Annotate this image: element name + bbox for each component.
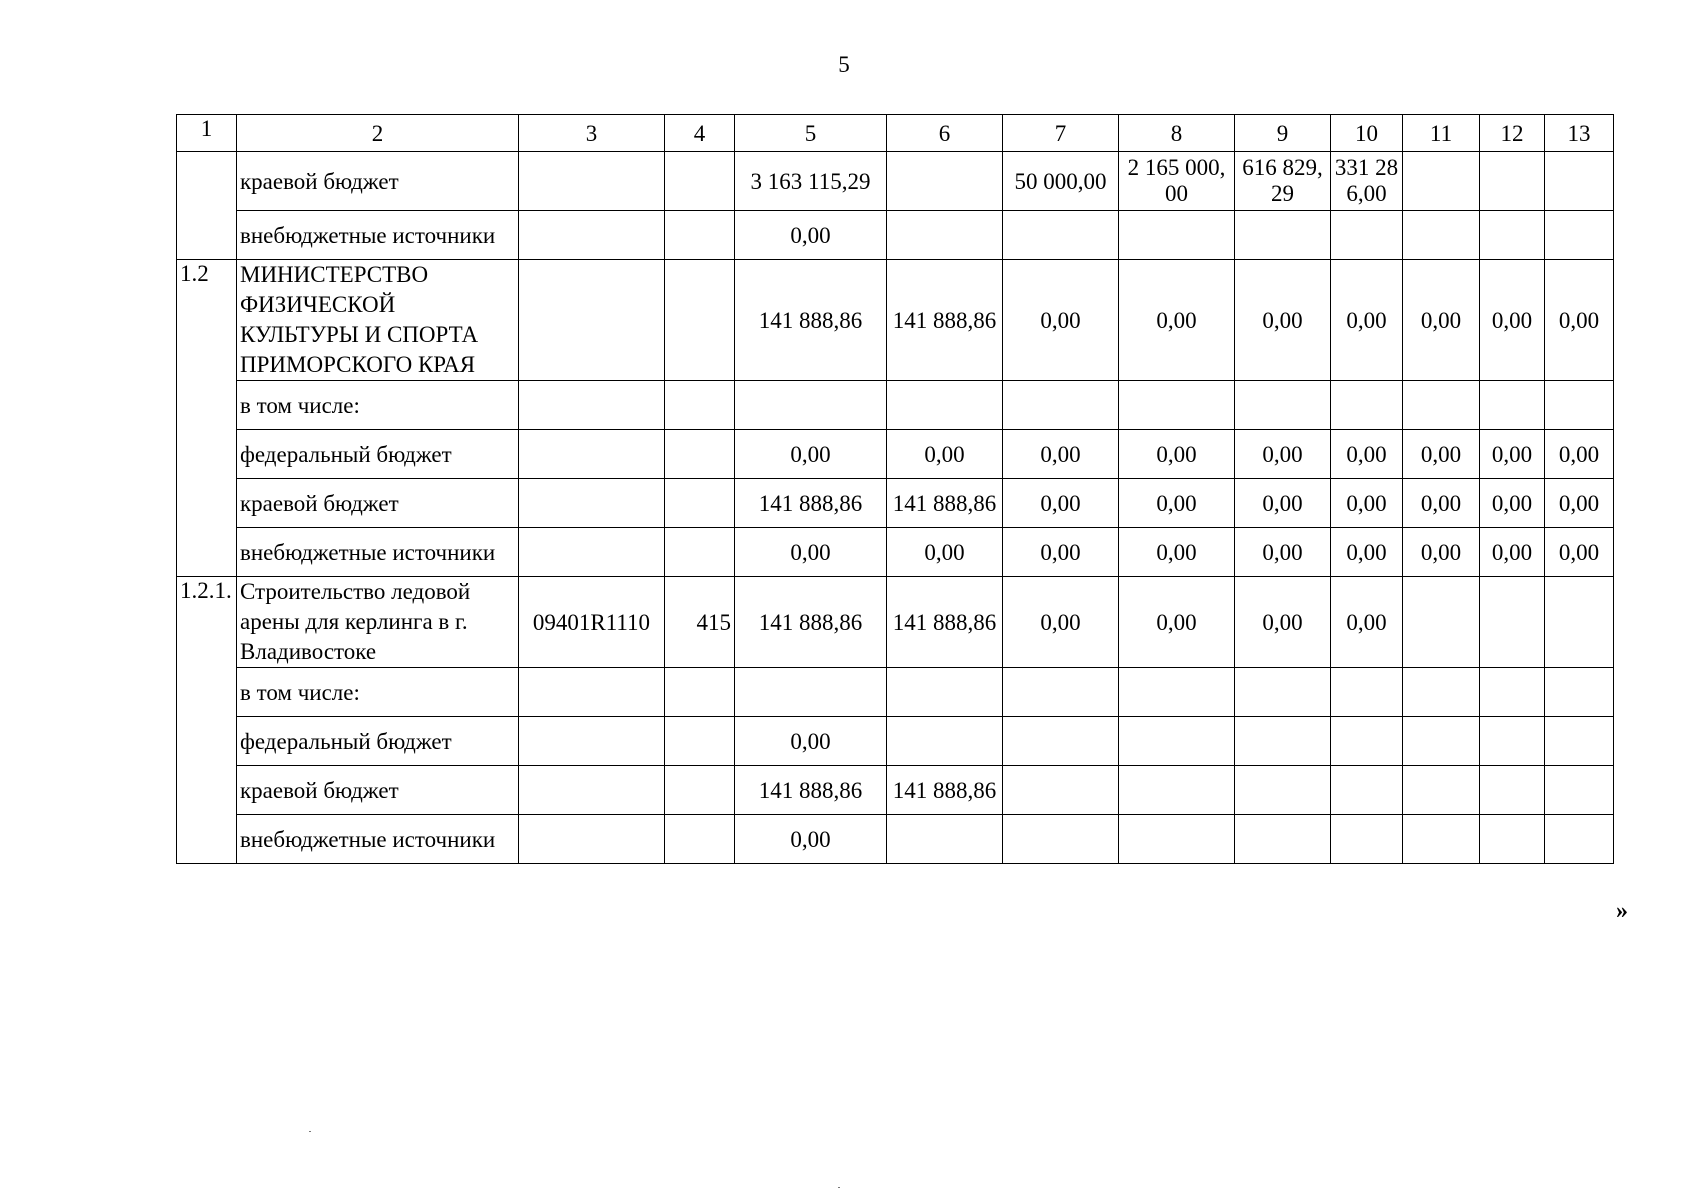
value-cell	[1403, 815, 1480, 864]
table-row	[177, 152, 1614, 211]
code-cell	[519, 815, 665, 864]
table-row	[177, 381, 1614, 430]
type-cell	[665, 260, 735, 381]
header-cell: 9	[1235, 115, 1331, 152]
value-cell: 3 163 115,29	[735, 152, 887, 211]
value-cell	[1331, 766, 1403, 815]
value-cell: 0,00	[1480, 430, 1545, 479]
value-cell	[1235, 381, 1331, 430]
value-cell	[1003, 668, 1119, 717]
value-cell: 0,00	[1119, 479, 1235, 528]
value-cell: 50 000,00	[1003, 152, 1119, 211]
type-cell	[665, 430, 735, 479]
code-cell	[519, 381, 665, 430]
value-cell	[1003, 717, 1119, 766]
header-cell: 11	[1403, 115, 1480, 152]
budget-table	[176, 114, 1614, 864]
row-number-cell	[177, 152, 237, 260]
type-cell	[665, 668, 735, 717]
value-cell: 141 888,86	[735, 766, 887, 815]
value-cell: 0,00	[1003, 577, 1119, 668]
row-label-cell: федеральный бюджет	[237, 717, 519, 766]
value-cell	[1235, 211, 1331, 260]
value-cell	[1331, 668, 1403, 717]
value-cell	[1331, 717, 1403, 766]
code-cell	[519, 430, 665, 479]
code-cell	[519, 528, 665, 577]
scan-speck	[838, 1187, 840, 1188]
type-cell	[665, 528, 735, 577]
value-cell	[735, 381, 887, 430]
table-row	[177, 815, 1614, 864]
value-cell	[1403, 152, 1480, 211]
type-cell	[665, 152, 735, 211]
value-cell: 0,00	[735, 815, 887, 864]
value-cell	[1545, 211, 1614, 260]
value-cell: 0,00	[1545, 430, 1614, 479]
value-cell: 141 888,86	[735, 260, 887, 381]
row-label-cell: в том числе:	[237, 668, 519, 717]
value-cell	[1480, 668, 1545, 717]
value-cell	[1403, 766, 1480, 815]
value-cell	[1480, 381, 1545, 430]
value-cell	[1119, 381, 1235, 430]
value-cell: 0,00	[1480, 528, 1545, 577]
row-label-cell: МИНИСТЕРСТВО ФИЗИЧЕСКОЙ КУЛЬТУРЫ И СПОРТА ПРИМОРСКОГО КРАЯ	[237, 260, 519, 381]
table-row	[177, 717, 1614, 766]
row-label-cell: внебюджетные источники	[237, 528, 519, 577]
value-cell	[1545, 717, 1614, 766]
value-cell: 0,00	[1480, 479, 1545, 528]
value-cell	[1480, 766, 1545, 815]
row-label-cell: внебюджетные источники	[237, 211, 519, 260]
row-label-cell: Строительство ледовой арены для керлинга в г. Владивостоке	[237, 577, 519, 668]
row-number-cell: 1.2.1.	[177, 577, 237, 864]
value-cell	[1119, 717, 1235, 766]
value-cell	[887, 815, 1003, 864]
value-cell: 0,00	[1545, 528, 1614, 577]
value-cell	[1545, 152, 1614, 211]
code-cell	[519, 717, 665, 766]
value-cell	[1331, 211, 1403, 260]
type-cell	[665, 815, 735, 864]
row-label-cell: краевой бюджет	[237, 152, 519, 211]
value-cell: 141 888,86	[887, 260, 1003, 381]
value-cell	[887, 381, 1003, 430]
value-cell	[735, 668, 887, 717]
header-cell: 8	[1119, 115, 1235, 152]
value-cell	[1403, 717, 1480, 766]
value-cell	[1003, 766, 1119, 815]
value-cell	[1235, 668, 1331, 717]
header-cell: 2	[237, 115, 519, 152]
row-number-cell: 1.2	[177, 260, 237, 577]
scan-speck	[309, 1131, 311, 1132]
value-cell	[1119, 815, 1235, 864]
value-cell: 0,00	[1331, 260, 1403, 381]
value-cell: 0,00	[887, 430, 1003, 479]
value-cell: 0,00	[1331, 430, 1403, 479]
value-cell: 0,00	[1403, 528, 1480, 577]
value-cell	[1403, 381, 1480, 430]
row-label-cell: краевой бюджет	[237, 479, 519, 528]
header-row	[177, 115, 1614, 152]
value-cell: 0,00	[1119, 528, 1235, 577]
value-cell	[1480, 577, 1545, 668]
value-cell: 0,00	[1545, 479, 1614, 528]
row-label-cell: федеральный бюджет	[237, 430, 519, 479]
header-cell: 13	[1545, 115, 1614, 152]
type-cell	[665, 766, 735, 815]
header-cell: 3	[519, 115, 665, 152]
value-cell: 141 888,86	[735, 577, 887, 668]
value-cell	[887, 152, 1003, 211]
value-cell	[1331, 815, 1403, 864]
value-cell	[1331, 381, 1403, 430]
type-cell	[665, 479, 735, 528]
code-cell	[519, 668, 665, 717]
value-cell: 141 888,86	[887, 479, 1003, 528]
value-cell: 0,00	[735, 528, 887, 577]
value-cell	[1480, 211, 1545, 260]
value-cell: 0,00	[1235, 430, 1331, 479]
type-cell	[665, 381, 735, 430]
value-cell: 0,00	[1119, 577, 1235, 668]
value-cell: 0,00	[735, 211, 887, 260]
header-cell: 12	[1480, 115, 1545, 152]
value-cell	[1003, 211, 1119, 260]
value-cell	[1480, 152, 1545, 211]
table-row	[177, 479, 1614, 528]
value-cell: 0,00	[1235, 260, 1331, 381]
value-cell	[887, 668, 1003, 717]
value-cell	[1545, 815, 1614, 864]
row-label-cell: краевой бюджет	[237, 766, 519, 815]
table-row	[177, 260, 1614, 381]
value-cell: 141 888,86	[887, 766, 1003, 815]
value-cell: 0,00	[735, 717, 887, 766]
value-cell: 0,00	[1403, 479, 1480, 528]
table-row	[177, 577, 1614, 668]
value-cell: 0,00	[1331, 577, 1403, 668]
code-cell	[519, 479, 665, 528]
table-row	[177, 211, 1614, 260]
value-cell	[1119, 668, 1235, 717]
value-cell	[1235, 815, 1331, 864]
type-cell: 415	[665, 577, 735, 668]
table-row	[177, 528, 1614, 577]
closing-quote-mark: »	[1616, 898, 1628, 924]
header-cell: 10	[1331, 115, 1403, 152]
code-cell	[519, 152, 665, 211]
value-cell	[1119, 211, 1235, 260]
code-cell	[519, 211, 665, 260]
value-cell	[1545, 577, 1614, 668]
value-cell: 0,00	[1331, 479, 1403, 528]
value-cell: 331 286,00	[1331, 152, 1403, 211]
value-cell: 0,00	[1331, 528, 1403, 577]
header-cell: 6	[887, 115, 1003, 152]
value-cell	[1403, 577, 1480, 668]
value-cell	[1403, 668, 1480, 717]
value-cell	[1480, 717, 1545, 766]
value-cell: 0,00	[1003, 479, 1119, 528]
table-row	[177, 668, 1614, 717]
value-cell: 0,00	[1119, 430, 1235, 479]
value-cell: 0,00	[887, 528, 1003, 577]
value-cell: 0,00	[1119, 260, 1235, 381]
value-cell	[1403, 211, 1480, 260]
value-cell: 141 888,86	[887, 577, 1003, 668]
value-cell	[887, 211, 1003, 260]
value-cell: 0,00	[735, 430, 887, 479]
value-cell: 0,00	[1003, 430, 1119, 479]
value-cell	[1235, 717, 1331, 766]
value-cell: 616 829,29	[1235, 152, 1331, 211]
value-cell: 0,00	[1480, 260, 1545, 381]
value-cell	[1003, 381, 1119, 430]
value-cell: 0,00	[1003, 260, 1119, 381]
table-row	[177, 766, 1614, 815]
type-cell	[665, 717, 735, 766]
header-cell: 7	[1003, 115, 1119, 152]
value-cell: 0,00	[1545, 260, 1614, 381]
code-cell	[519, 766, 665, 815]
table-row	[177, 430, 1614, 479]
type-cell	[665, 211, 735, 260]
code-cell	[519, 260, 665, 381]
code-cell: 09401R1110	[519, 577, 665, 668]
value-cell: 0,00	[1003, 528, 1119, 577]
header-cell: 4	[665, 115, 735, 152]
value-cell	[1480, 815, 1545, 864]
value-cell: 0,00	[1403, 430, 1480, 479]
row-label-cell: внебюджетные источники	[237, 815, 519, 864]
value-cell: 0,00	[1235, 528, 1331, 577]
value-cell	[1235, 766, 1331, 815]
value-cell	[1545, 668, 1614, 717]
header-cell: 1	[177, 115, 237, 152]
value-cell	[1545, 381, 1614, 430]
value-cell	[1119, 766, 1235, 815]
value-cell: 2 165 000,00	[1119, 152, 1235, 211]
value-cell: 0,00	[1235, 479, 1331, 528]
header-cell: 5	[735, 115, 887, 152]
row-label-cell: в том числе:	[237, 381, 519, 430]
value-cell: 141 888,86	[735, 479, 887, 528]
value-cell	[1545, 766, 1614, 815]
value-cell: 0,00	[1403, 260, 1480, 381]
page-number: 5	[838, 52, 850, 77]
value-cell: 0,00	[1235, 577, 1331, 668]
value-cell	[887, 717, 1003, 766]
value-cell	[1003, 815, 1119, 864]
